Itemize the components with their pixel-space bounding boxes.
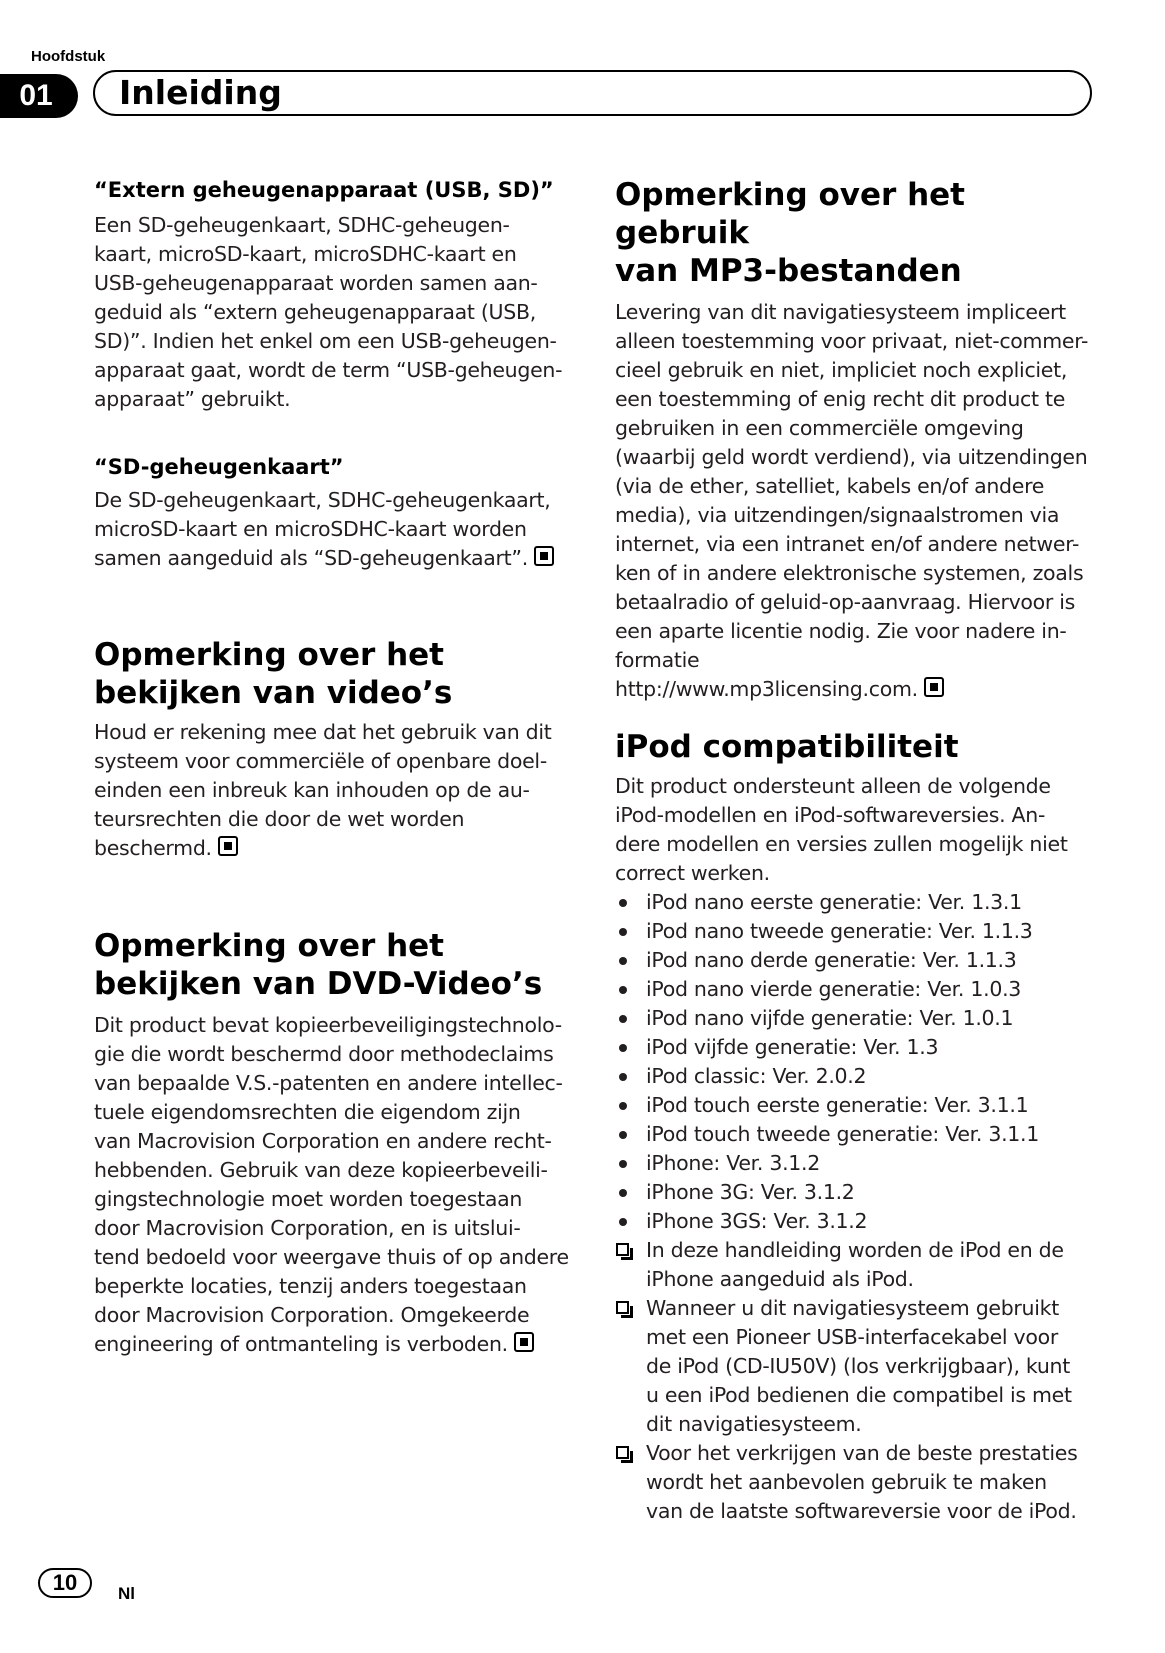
list-item-text: iPod nano vijfde generatie: Ver. 1.0.1 bbox=[646, 1006, 1014, 1030]
bullet-icon bbox=[619, 1189, 627, 1197]
note-text: In deze handleiding worden de iPod en de iPhone aangeduid als iPod. bbox=[646, 1238, 1064, 1291]
chapter-number-badge: 01 bbox=[0, 74, 78, 118]
section-usb-sd bbox=[94, 176, 569, 414]
list-item bbox=[615, 888, 1095, 917]
section-heading: Opmerking over het bekijken van video’s bbox=[94, 637, 453, 711]
section-body: Een SD-geheugenkaart, SDHC-geheugen- kaart, microSD-kaart, microSDHC-kaart en USB-geheugenapparaat worden samen aan- geduid als “extern geheugenapparaat (USB, SD)”. Indien het enkel om een USB-geheugen- apparaat gaat, wordt de term “USB-geheugen- apparaat” gebruikt. bbox=[94, 213, 563, 411]
list-item bbox=[615, 1091, 1095, 1120]
list-item bbox=[615, 1207, 1095, 1236]
section-ipod-compatibility bbox=[615, 728, 1095, 1526]
list-item-text: iPod touch eerste generatie: Ver. 3.1.1 bbox=[646, 1093, 1029, 1117]
list-item bbox=[615, 1178, 1095, 1207]
list-item-text: iPhone 3GS: Ver. 3.1.2 bbox=[646, 1209, 868, 1233]
bullet-icon bbox=[619, 957, 627, 965]
bullet-icon bbox=[619, 1102, 627, 1110]
section-body-text: Houd er rekening mee dat het gebruik van dit systeem voor commerciële of openbare doel- einden een inbreuk kan inhouden op de au- teursrechten die door de wet worden beschermd. bbox=[94, 720, 552, 860]
note-checkbox-icon bbox=[616, 1243, 629, 1256]
section-body-text: Levering van dit navigatiesysteem impliceert alleen toestemming voor privaat, niet-commer- cieel gebruik en niet, impliciet noch expliciet, een toestemming of enig recht dit product te gebruiken in een commerciële omgeving (waarbij geld wordt verdiend), via uitzendingen (via de ether, satelliet, kabels en/of andere media), via uitzendingen/signaalstromen via internet, via een intranet en/of andere netwer- ken of in andere elektronische systemen, zoals betaalradio of geluid-op-aanvraag. Hiervoor is een aparte licentie nodig. Zie voor nadere in- formatie http://www.mp3licensing.com. bbox=[615, 300, 1089, 701]
bullet-icon bbox=[619, 1015, 627, 1023]
section-subheading: “SD-geheugenkaart” bbox=[94, 455, 344, 479]
chapter-label: Hoofdstuk bbox=[31, 48, 106, 65]
note-text: Wanneer u dit navigatiesysteem gebruikt met een Pioneer USB-interfacekabel voor de iPod (CD-IU50V) (los verkrijgbaar), kunt u een iPod bedienen die compatibel is met dit navigatiesysteem. bbox=[646, 1296, 1072, 1436]
section-dvd-note bbox=[94, 927, 569, 1359]
list-item bbox=[615, 975, 1095, 1004]
note-item bbox=[615, 1294, 1095, 1439]
bullet-icon bbox=[619, 1218, 627, 1226]
list-item-text: iPod touch tweede generatie: Ver. 3.1.1 bbox=[646, 1122, 1039, 1146]
section-body bbox=[94, 1011, 569, 1359]
list-item-text: iPod nano tweede generatie: Ver. 1.1.3 bbox=[646, 919, 1033, 943]
section-intro: Dit product ondersteunt alleen de volgende iPod-modellen en iPod-softwareversies. An- dere modellen en versies zullen mogelijk niet correct werken. bbox=[615, 774, 1068, 885]
language-code: Nl bbox=[118, 1584, 135, 1603]
section-body bbox=[94, 718, 569, 863]
list-item-text: iPod vijfde generatie: Ver. 1.3 bbox=[646, 1035, 939, 1059]
note-text: Voor het verkrijgen van de beste prestaties wordt het aanbevolen gebruik te maken van de laatste softwareversie voor de iPod. bbox=[646, 1441, 1078, 1523]
note-item bbox=[615, 1236, 1095, 1294]
end-of-section-icon bbox=[514, 1332, 534, 1352]
list-item-text: iPod nano eerste generatie: Ver. 1.3.1 bbox=[646, 890, 1022, 914]
chapter-title-frame bbox=[93, 70, 1092, 116]
section-heading: iPod compatibiliteit bbox=[615, 729, 959, 765]
section-heading: Opmerking over het gebruik van MP3-bestanden bbox=[615, 177, 965, 289]
section-body bbox=[615, 298, 1095, 704]
list-item bbox=[615, 917, 1095, 946]
list-item bbox=[615, 1120, 1095, 1149]
bullet-icon bbox=[619, 986, 627, 994]
list-item-text: iPhone: Ver. 3.1.2 bbox=[646, 1151, 821, 1175]
bullet-icon bbox=[619, 899, 627, 907]
list-item-text: iPod nano derde generatie: Ver. 1.1.3 bbox=[646, 948, 1017, 972]
section-video-note bbox=[94, 636, 569, 863]
section-heading: Opmerking over het bekijken van DVD-Video’s bbox=[94, 928, 543, 1002]
section-body-text: Dit product bevat kopieerbeveiligingstechnolo- gie die wordt beschermd door methodeclaims van bepaalde V.S.-patenten en andere intellec- tuele eigendomsrechten die eigendom zijn van Macrovision Corporation en andere recht- hebbenden. Gebruik van deze kopieerbeveili- gingstechnologie moet worden toegestaan door Macrovision Corporation, en is uitslui- tend bedoeld voor weergave thuis of op andere beperkte locaties, tenzij anders toegestaan door Macrovision Corporation. Omgekeerde engineering of ontmanteling is verboden. bbox=[94, 1013, 569, 1356]
end-of-section-icon bbox=[218, 836, 238, 856]
bullet-icon bbox=[619, 1073, 627, 1081]
section-subheading: “Extern geheugenapparaat (USB, SD)” bbox=[94, 178, 554, 202]
bullet-icon bbox=[619, 1044, 627, 1052]
section-sd-card bbox=[94, 453, 569, 573]
section-body-text: De SD-geheugenkaart, SDHC-geheugenkaart, microSD-kaart en microSDHC-kaart worden samen aangeduid als “SD-geheugenkaart”. bbox=[94, 488, 551, 570]
page-number: 10 bbox=[38, 1568, 92, 1598]
ipod-notes-list bbox=[615, 1236, 1095, 1526]
section-body bbox=[94, 486, 569, 573]
list-item bbox=[615, 1149, 1095, 1178]
list-item-text: iPod classic: Ver. 2.0.2 bbox=[646, 1064, 867, 1088]
end-of-section-icon bbox=[534, 546, 554, 566]
bullet-icon bbox=[619, 928, 627, 936]
bullet-icon bbox=[619, 1131, 627, 1139]
list-item bbox=[615, 1033, 1095, 1062]
note-item bbox=[615, 1439, 1095, 1526]
ipod-model-list bbox=[615, 888, 1095, 1236]
list-item bbox=[615, 1062, 1095, 1091]
section-mp3-note bbox=[615, 176, 1095, 704]
bullet-icon bbox=[619, 1160, 627, 1168]
note-checkbox-icon bbox=[616, 1301, 629, 1314]
note-checkbox-icon bbox=[616, 1446, 629, 1459]
list-item-text: iPod nano vierde generatie: Ver. 1.0.3 bbox=[646, 977, 1022, 1001]
list-item bbox=[615, 946, 1095, 975]
list-item bbox=[615, 1004, 1095, 1033]
end-of-section-icon bbox=[924, 677, 944, 697]
list-item-text: iPhone 3G: Ver. 3.1.2 bbox=[646, 1180, 855, 1204]
chapter-title: Inleiding bbox=[119, 73, 282, 112]
